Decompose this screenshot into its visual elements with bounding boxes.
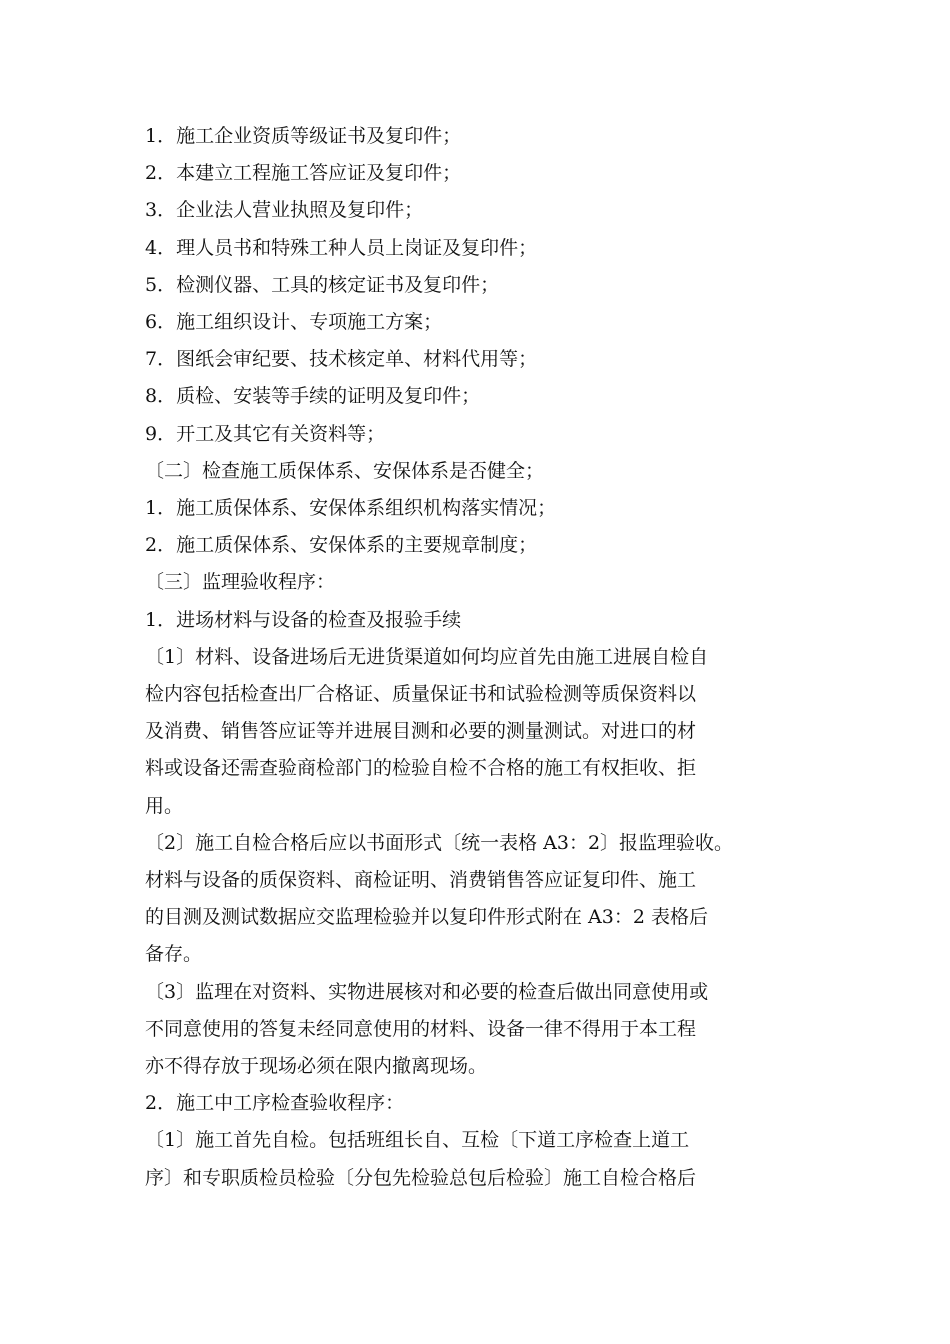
text-line: 材料与设备的质保资料、商检证明、消费销售答应证复印件、施工 — [145, 869, 697, 892]
text-line: 2．施工中工序检查验收程序： — [145, 1092, 405, 1115]
text-line: 的目测及测试数据应交监理检验并以复印件形式附在 A3：2 表格后 — [145, 906, 708, 929]
text-line: 8．质检、安装等手续的证明及复印件； — [145, 385, 481, 408]
text-line: 4．理人员书和特殊工种人员上岗证及复印件； — [145, 236, 538, 259]
text-line: 序〕和专职质检员检验〔分包先检验总包后检验〕施工自检合格后 — [145, 1166, 697, 1189]
text-line: 〔1〕材料、设备进场后无进货渠道如何均应首先由施工进展自检自 — [145, 645, 709, 668]
text-line: 1．进场材料与设备的检查及报验手续 — [145, 608, 462, 631]
text-line: 2．本建立工程施工答应证及复印件； — [145, 162, 462, 185]
text-line: 1．施工企业资质等级证书及复印件； — [145, 125, 462, 147]
text-line: 6．施工组织设计、专项施工方案； — [145, 311, 443, 334]
section-heading: 〔三〕监理验收程序： — [145, 571, 336, 594]
text-line: 检内容包括检查出厂合格证、质量保证书和试验检测等质保资料以 — [145, 683, 697, 706]
text-line: 不同意使用的答复未经同意使用的材料、设备一律不得用于本工程 — [145, 1017, 697, 1040]
text-line: 用。 — [145, 794, 184, 817]
text-line: 2．施工质保体系、安保体系的主要规章制度； — [145, 534, 538, 557]
text-line: 5．检测仪器、工具的核定证书及复印件； — [145, 273, 500, 296]
text-line: 备存。 — [145, 943, 203, 966]
text-line: 料或设备还需查验商检部门的检验自检不合格的施工有权拒收、拒 — [145, 757, 697, 780]
text-line: 〔3〕监理在对资料、实物进展核对和必要的检查后做出同意使用或 — [145, 980, 709, 1003]
text-line: 3．企业法人营业执照及复印件； — [145, 199, 424, 222]
document-body — [145, 118, 825, 1197]
text-line: 〔1〕施工首先自检。包括班组长自、互检〔下道工序检查上道工 — [145, 1129, 690, 1152]
text-line: 9．开工及其它有关资料等； — [145, 422, 386, 445]
text-line: 亦不得存放于现场必须在限内撤离现场。 — [145, 1055, 488, 1078]
text-line: 1．施工质保体系、安保体系组织机构落实情况； — [145, 497, 557, 520]
text-line: 7．图纸会审纪要、技术核定单、材料代用等； — [145, 348, 538, 371]
text-line: 〔2〕施工自检合格后应以书面形式〔统一表格 A3：2〕报监理验收。 — [145, 831, 734, 854]
section-heading: 〔二〕检查施工质保体系、安保体系是否健全； — [145, 459, 545, 482]
text-line: 及消费、销售答应证等并进展目测和必要的测量测试。对进口的材 — [145, 720, 697, 743]
